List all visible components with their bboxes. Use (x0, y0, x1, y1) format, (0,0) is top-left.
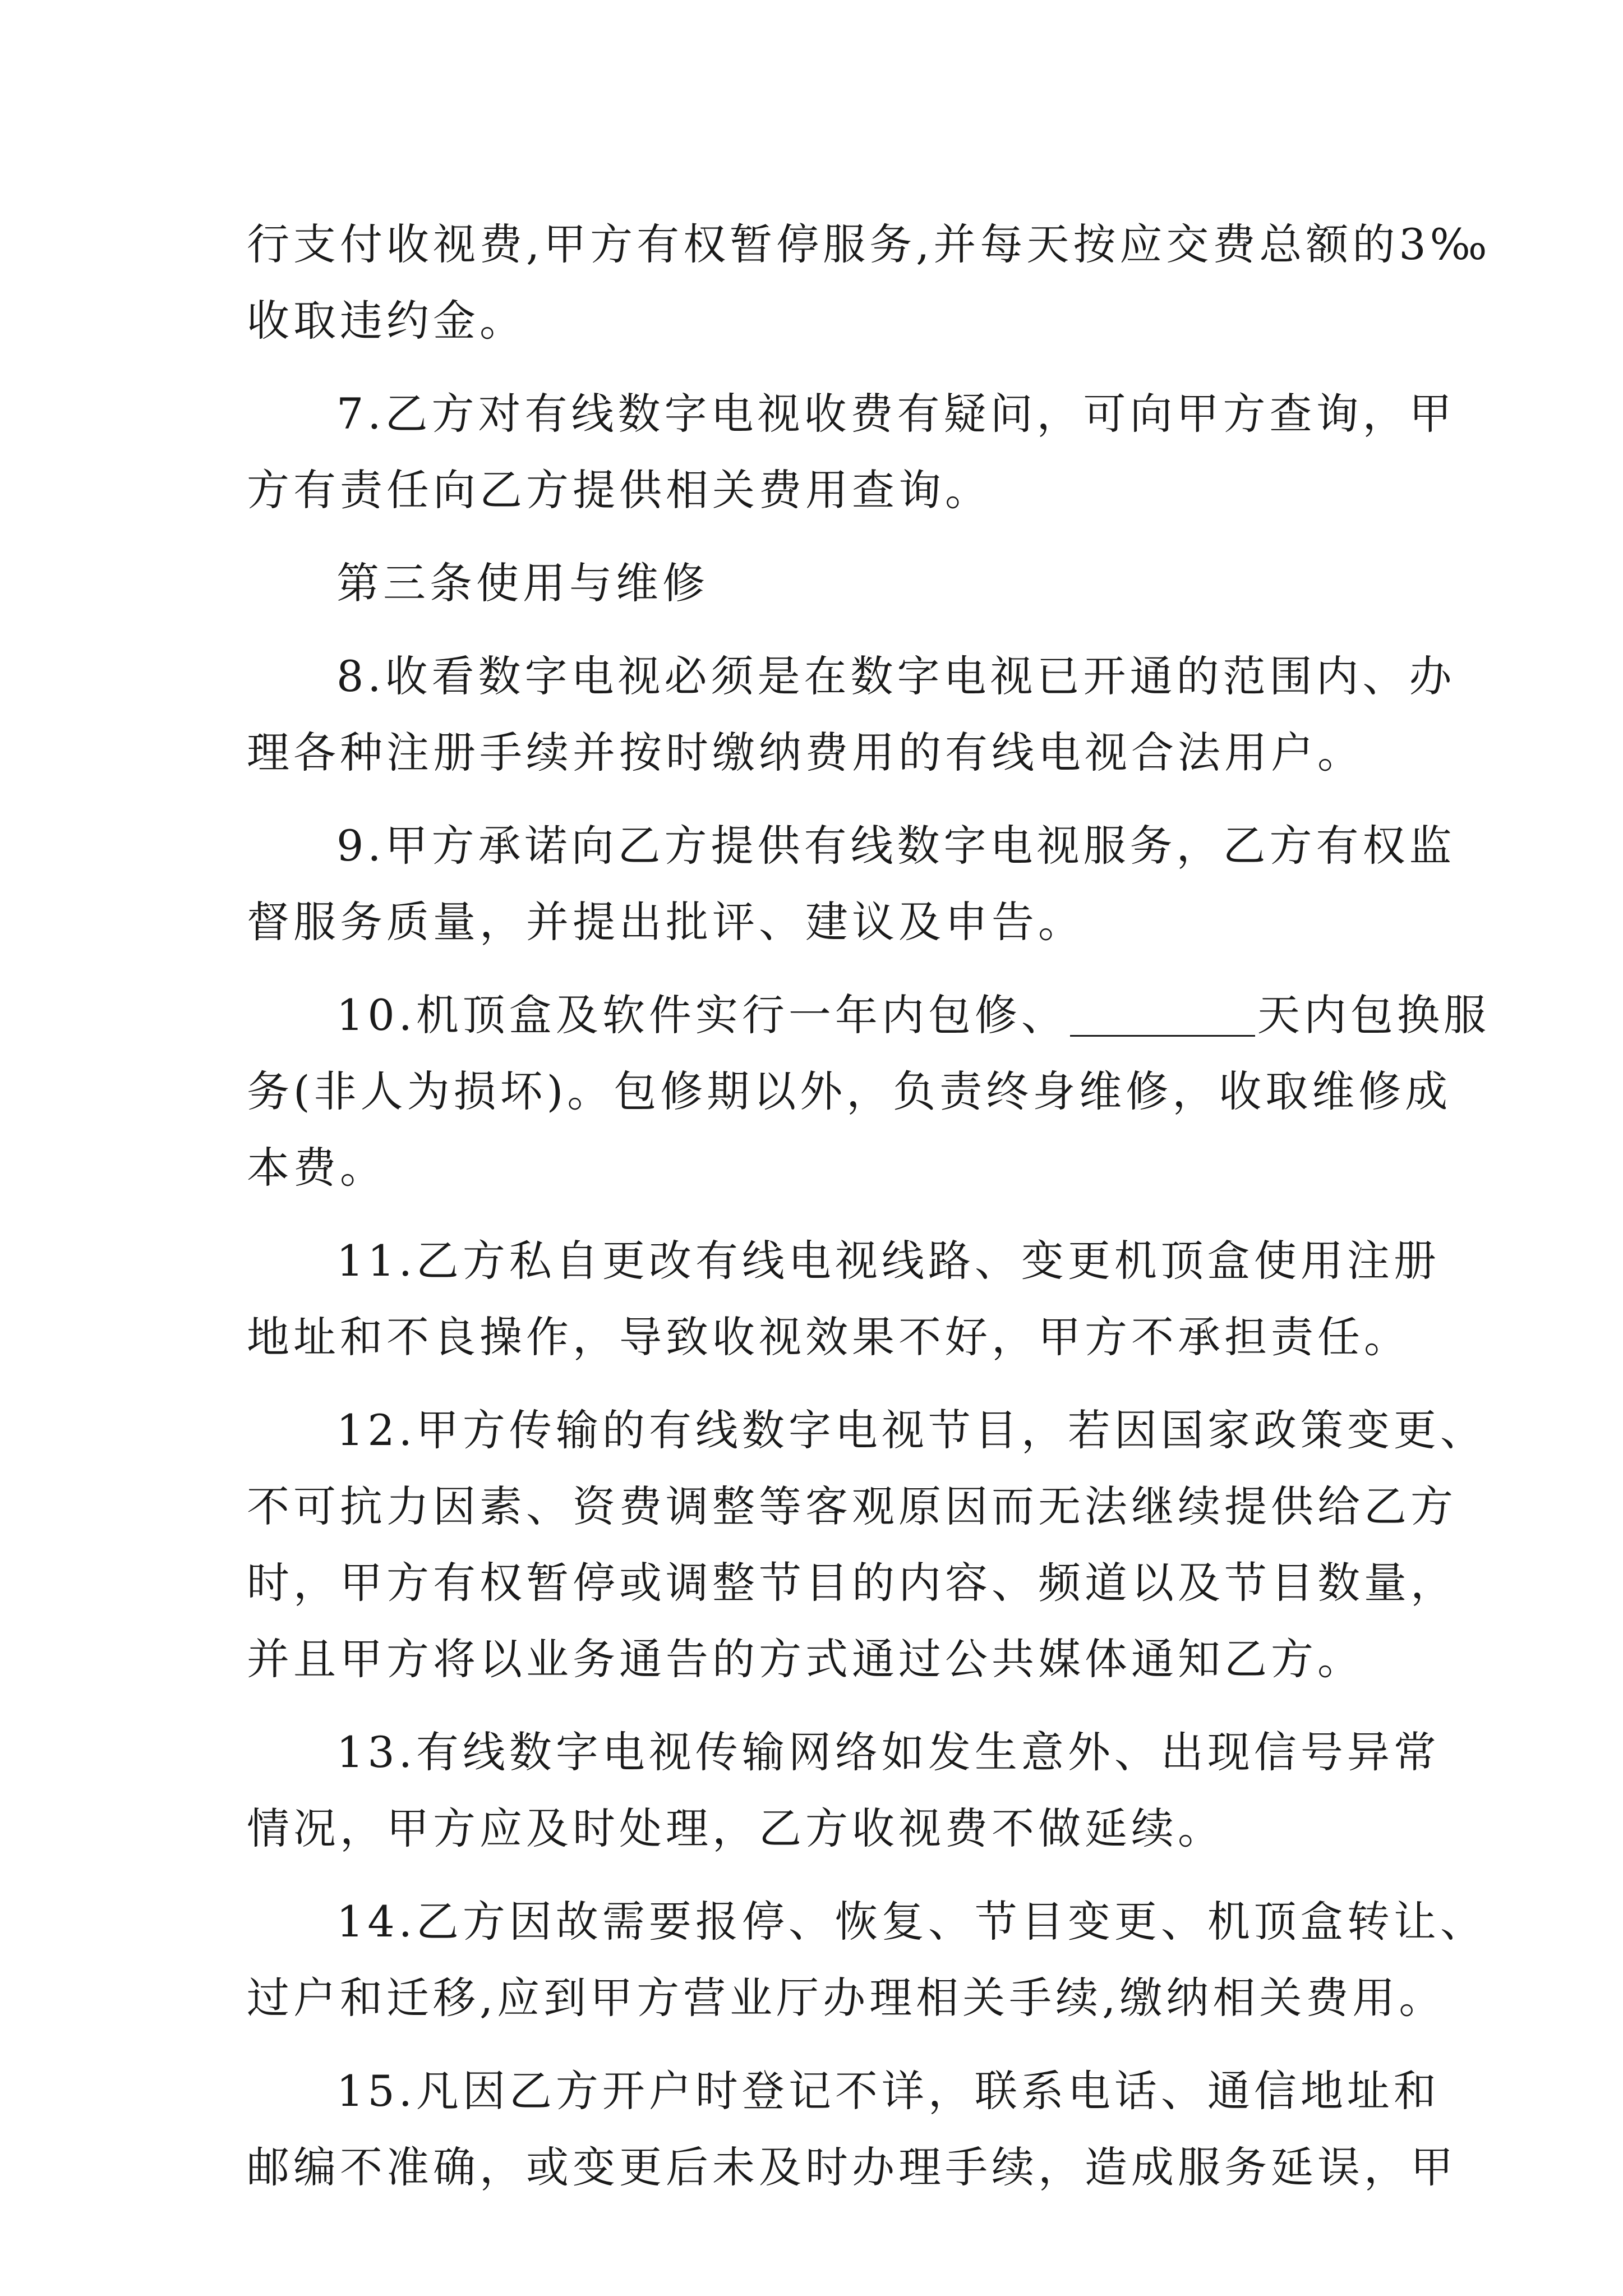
paragraph-line: 收取违约金。 (247, 296, 526, 346)
paragraph-line: 11.乙方私自更改有线电视线路、变更机顶盒使用注册 (336, 1236, 1440, 1286)
line-segment: 10.机顶盒及软件实行一年内包修、 (336, 990, 1068, 1040)
paragraph-line: 方有责任向乙方提供相关费用查询。 (247, 465, 992, 515)
document-body (247, 206, 1491, 2206)
paragraph-line: 过户和迁移,应到甲方营业厅办理相关手续,缴纳相关费用。 (247, 1973, 1446, 2023)
paragraph-line: 地址和不良操作，导致收视效果不好，甲方不承担责任。 (247, 1312, 1410, 1362)
paragraph-line: 8.收看数字电视必须是在数字电视已开通的范围内、办 (336, 651, 1456, 701)
paragraph-line: 15.凡因乙方开户时登记不详，联系电话、通信地址和 (336, 2066, 1440, 2116)
paragraph-line: 督服务质量，并提出批评、建议及申告。 (247, 897, 1085, 947)
paragraph-line: 不可抗力因素、资费调整等客观原因而无法继续提供给乙方 (247, 1481, 1457, 1531)
paragraph-line: 7.乙方对有线数字电视收费有疑问，可向甲方查询，甲 (336, 389, 1456, 439)
paragraph-line: 行支付收视费,甲方有权暂停服务,并每天按应交费总额的3‰ (247, 219, 1491, 269)
line-segment: 天内包换服 (1257, 990, 1490, 1040)
paragraph-line: 本费。 (247, 1143, 386, 1193)
paragraph-line: 9.甲方承诺向乙方提供有线数字电视服务，乙方有权监 (336, 821, 1456, 871)
paragraph-line: 理各种注册手续并按时缴纳费用的有线电视合法用户。 (247, 728, 1364, 777)
paragraph-line: 12.甲方传输的有线数字电视节目，若因国家政策变更、 (336, 1405, 1487, 1455)
paragraph-line: 务(非人为损坏)。包修期以外，负责终身维修，收取维修成 (247, 1066, 1452, 1116)
paragraph-line (247, 977, 1490, 1053)
fill-in-blank (1070, 990, 1255, 1037)
paragraph-line: 邮编不准确，或变更后未及时办理手续，造成服务延误，甲 (247, 2142, 1457, 2192)
section-heading: 第三条使用与维修 (336, 558, 709, 608)
paragraph-line: 14.乙方因故需要报停、恢复、节目变更、机顶盒转让、 (336, 1897, 1487, 1947)
paragraph-line: 时，甲方有权暂停或调整节目的内容、频道以及节目数量， (247, 1558, 1457, 1608)
paragraph-line: 并且甲方将以业务通告的方式通过公共媒体通知乙方。 (247, 1634, 1364, 1684)
paragraph-line: 情况，甲方应及时处理，乙方收视费不做延续。 (247, 1803, 1224, 1853)
paragraph-line: 13.有线数字电视传输网络如发生意外、出现信号异常 (336, 1727, 1440, 1777)
